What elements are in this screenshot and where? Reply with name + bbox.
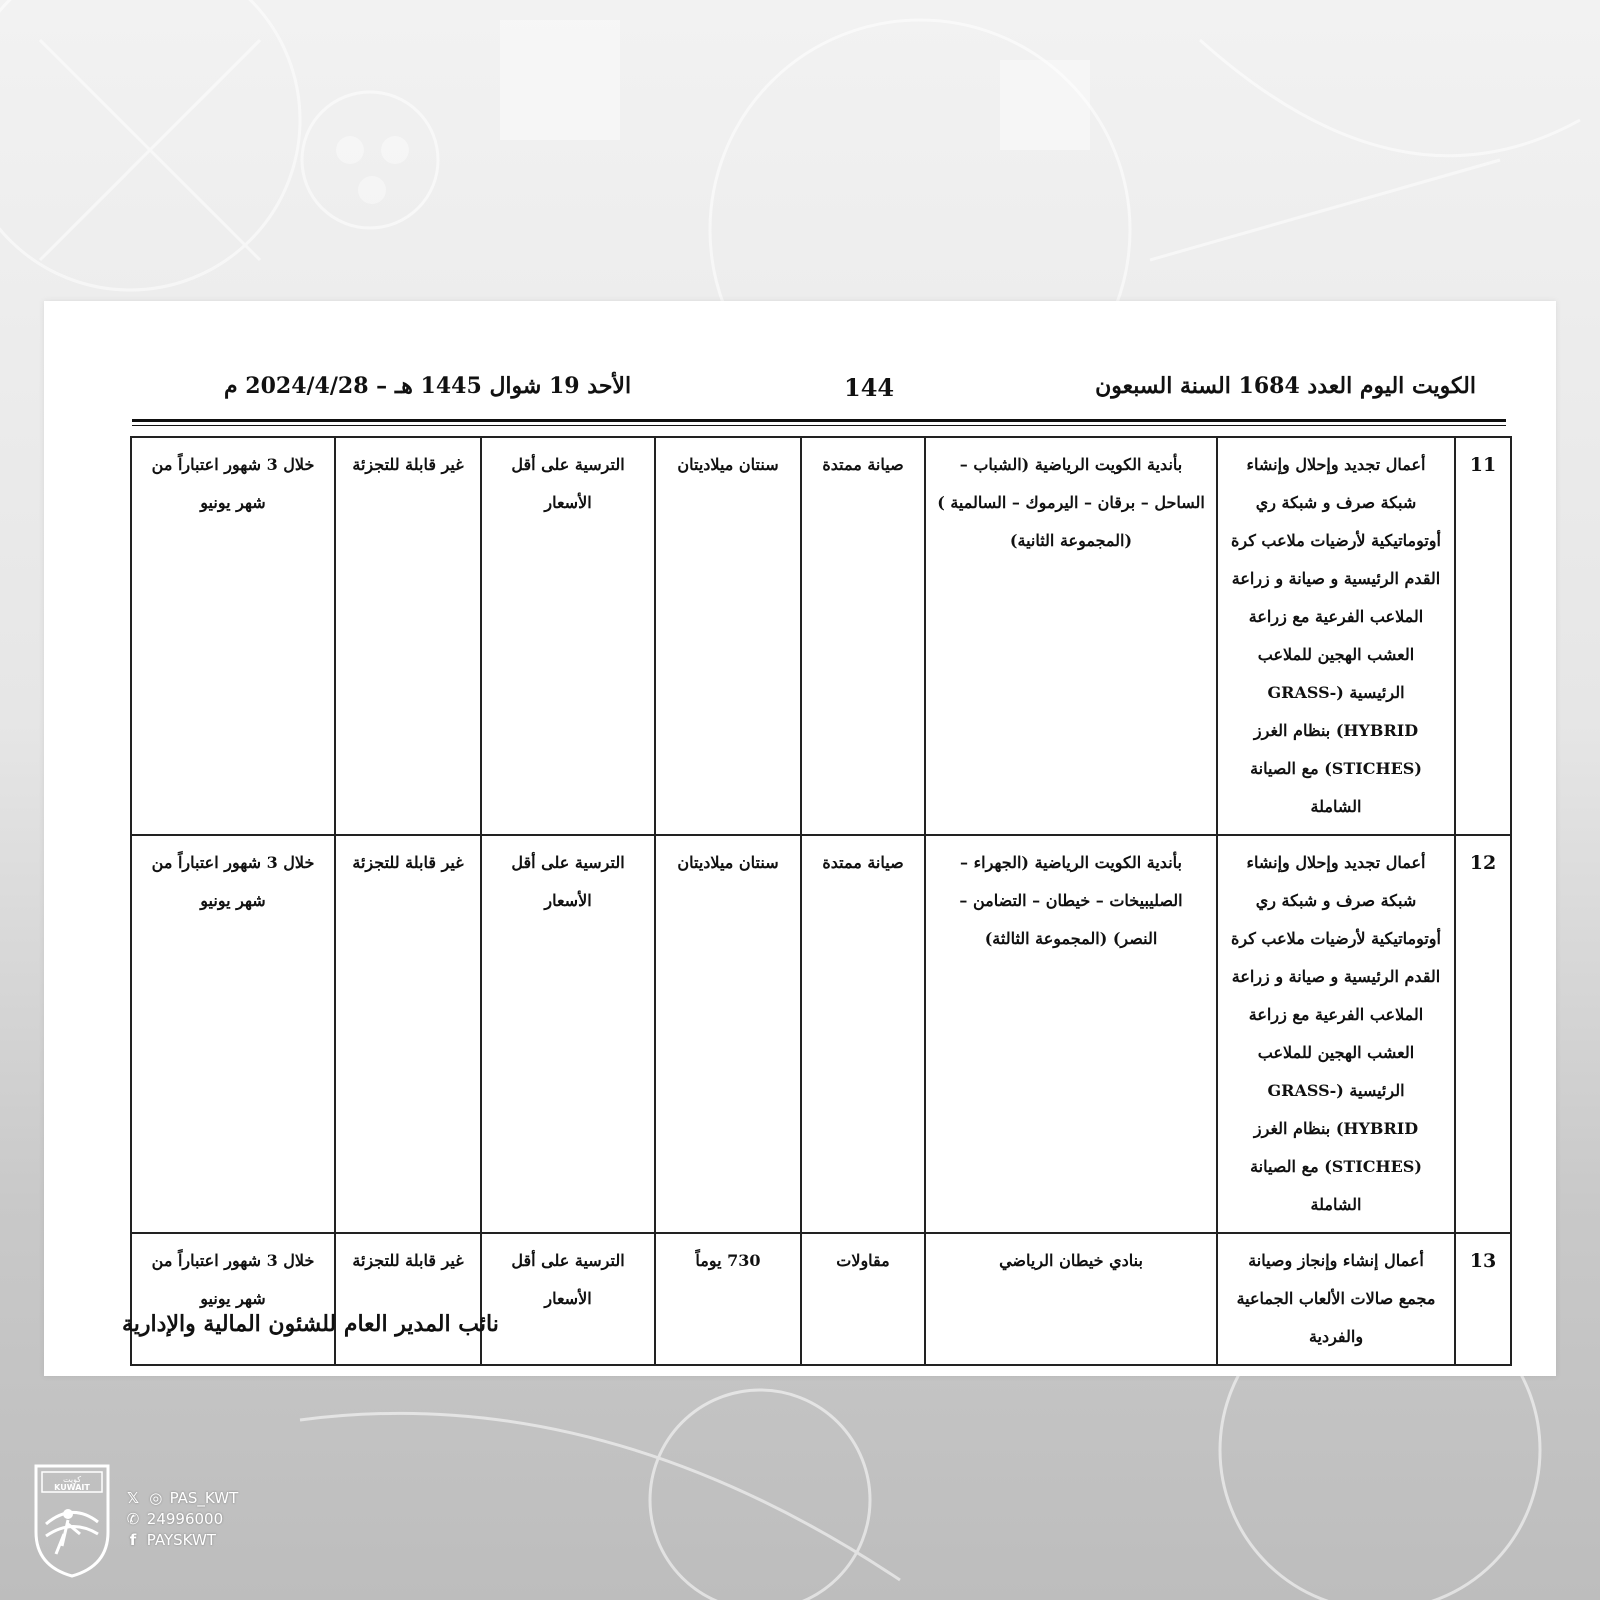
row-number: 11: [1455, 437, 1511, 835]
tender-timing: خلال 3 شهور اعتباراً من شهر يونيو: [131, 437, 335, 835]
kuwait-sports-logo: [32, 1462, 112, 1580]
divisibility: غير قابلة للتجزئة: [335, 835, 481, 1233]
facebook-handle[interactable]: PAYSKWT: [146, 1531, 216, 1549]
logo-arabic-text: كويت: [62, 1475, 82, 1484]
social-handle[interactable]: PAS_KWT: [169, 1489, 239, 1507]
row-number: 13: [1455, 1233, 1511, 1365]
contract-duration: سنتان ميلاديتان: [655, 437, 801, 835]
social-handle-row: [124, 1488, 238, 1509]
header-rule-thick: [132, 419, 1506, 422]
tender-location: بأندية الكويت الرياضية (الشباب – الساحل – برقان – اليرموك – السالمية ) (المجموعة الثانية): [925, 437, 1217, 835]
tender-description: أعمال تجديد وإحلال وإنشاء شبكة صرف و شبكة ري أوتوماتيكية لأرضيات ملاعب كرة القدم الرئيسية و صيانة و زراعة الملاعب الفرعية مع زراعة العشب الهجين للملاعب الرئيسية (-GRASS HYBRID) بنظام الغرز (STICHES) مع الصيانة الشاملة: [1217, 835, 1455, 1233]
tender-location: بنادي خيطان الرياضي: [925, 1233, 1217, 1365]
contract-type: مقاولات: [801, 1233, 925, 1365]
table-row: [131, 835, 1511, 1233]
issue-date: الأحد 19 شوال 1445 هـ – 2024/4/28 م: [224, 373, 632, 399]
page-number: 144: [844, 373, 895, 402]
contract-type: صيانة ممتدة: [801, 437, 925, 835]
row-number: 12: [1455, 835, 1511, 1233]
logo-latin-text: KUWAIT: [54, 1483, 90, 1492]
x-icon: 𝕏: [126, 1489, 140, 1507]
award-method: الترسية على أقل الأسعار: [481, 835, 655, 1233]
tender-timing: خلال 3 شهور اعتباراً من شهر يونيو: [131, 1233, 335, 1365]
phone-number[interactable]: 24996000: [146, 1510, 224, 1528]
gazette-page: [44, 301, 1556, 1376]
divisibility: غير قابلة للتجزئة: [335, 1233, 481, 1365]
table-row: [131, 1233, 1511, 1365]
header-rule-thin: [132, 425, 1506, 426]
gazette-issue-title: الكويت اليوم العدد 1684 السنة السبعون: [1095, 373, 1476, 399]
social-contacts: [124, 1488, 238, 1551]
tender-location: بأندية الكويت الرياضية (الجهراء – الصليبيخات – خيطان – التضامن – النصر) (المجموعة الثالثة): [925, 835, 1217, 1233]
award-method: الترسية على أقل الأسعار: [481, 437, 655, 835]
contract-type: صيانة ممتدة: [801, 835, 925, 1233]
table-row: [131, 437, 1511, 835]
tenders-table: [130, 436, 1512, 1366]
page-header: [134, 373, 1476, 413]
facebook-icon: f: [129, 1531, 137, 1549]
instagram-icon: ◎: [149, 1489, 163, 1507]
tender-description: أعمال إنشاء وإنجاز وصيانة مجمع صالات الألعاب الجماعية والفردية: [1217, 1233, 1455, 1365]
contract-duration: سنتان ميلاديتان: [655, 835, 801, 1233]
tender-description: أعمال تجديد وإحلال وإنشاء شبكة صرف و شبكة ري أوتوماتيكية لأرضيات ملاعب كرة القدم الرئيسية و صيانة و زراعة الملاعب الفرعية مع زراعة العشب الهجين للملاعب الرئيسية (-GRASS HYBRID) بنظام الغرز (STICHES) مع الصيانة الشاملة: [1217, 437, 1455, 835]
divisibility: غير قابلة للتجزئة: [335, 437, 481, 835]
facebook-row: [124, 1530, 238, 1551]
award-method: الترسية على أقل الأسعار: [481, 1233, 655, 1365]
phone-row: [124, 1509, 238, 1530]
signature-line: نائب المدير العام للشئون المالية والإدارية: [122, 1311, 499, 1337]
phone-icon: ✆: [126, 1510, 140, 1528]
tender-timing: خلال 3 شهور اعتباراً من شهر يونيو: [131, 835, 335, 1233]
contract-duration: 730 يوماً: [655, 1233, 801, 1365]
